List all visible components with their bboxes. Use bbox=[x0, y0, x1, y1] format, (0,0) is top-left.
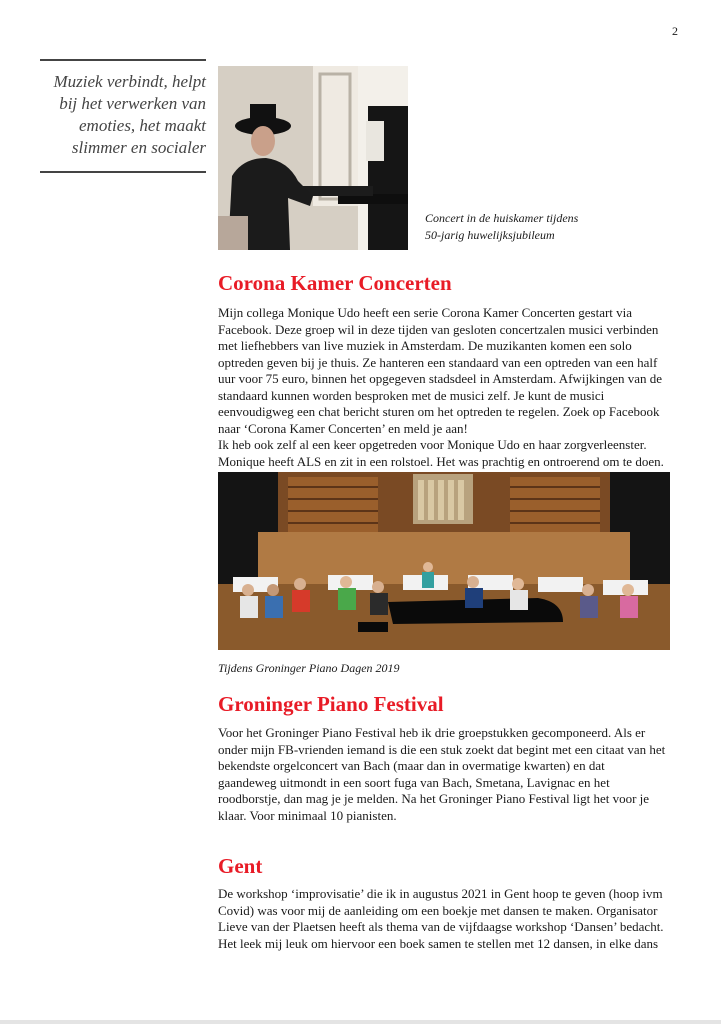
text-line: met liefhebbers van live muziek in Amsterdam. De muzikanten komen een solo bbox=[218, 338, 632, 353]
pianist-photo bbox=[218, 66, 408, 250]
text-line: Lieve van der Plaetsen heeft als thema van de vijfdaagse workshop ‘Dansen’ bedacht. bbox=[218, 919, 664, 934]
text-line: Monique heeft ALS en zit in een rolstoel. Het was prachtig en ontroerend om te doen. bbox=[218, 453, 664, 469]
text-line: eenvoudigweg een chat bericht sturen om het optreden te regelen. Zoek op Facebook bbox=[218, 404, 660, 419]
text-line: gaandeweg uitmondt in een soort fuga van Bach, Smetana, Lavignac en het bbox=[218, 774, 610, 790]
pull-quote-line: emoties, het maakt bbox=[79, 116, 206, 135]
text-line: bekendste orgelconcert van Bach (maar dan in overmatige kwarten) en dat bbox=[218, 758, 605, 773]
pull-quote bbox=[40, 59, 206, 173]
section-heading-gent: Gent bbox=[218, 854, 263, 878]
text-line: Facebook. Deze groep wil in deze tijden van gesloten concertzalen musici verbinden bbox=[218, 321, 659, 337]
section-body-gent bbox=[218, 886, 708, 952]
text-line: roodborstje, dan mag je je melden. Na het Groninger Piano Festival ligt het voor je bbox=[218, 791, 650, 806]
text-line: Ik heb ook zelf al een keer opgetreden voor Monique Udo en haar zorgverleenster. bbox=[218, 437, 647, 452]
pull-quote-line: Muziek verbindt, helpt bbox=[53, 72, 206, 91]
caption-line: 50-jarig huwelijksjubileum bbox=[425, 228, 555, 242]
text-line: standaard kunnen worden besproken met de musici zelf. Je kunt de musici bbox=[218, 387, 605, 403]
text-line: De workshop ‘improvisatie’ die ik in augustus 2021 in Gent hoop te geven (hoop ivm bbox=[218, 886, 663, 901]
concert-hall-illustration bbox=[218, 472, 670, 650]
text-line: Covid) was voor mij de aanleiding om een boekje met dansen te maken. Organisator bbox=[218, 902, 658, 918]
page-bottom-divider bbox=[0, 1020, 721, 1024]
text-line: Het leek mij leuk om hiervoor een boek samen te stellen met 12 dansen, in elke dans bbox=[218, 935, 659, 951]
pull-quote-text bbox=[40, 71, 206, 159]
text-line: onder mijn FB-vrienden iemand is die een stuk zoekt dat begint met een citaat van het bbox=[218, 741, 666, 757]
pull-quote-line: slimmer en socialer bbox=[71, 138, 206, 157]
pull-quote-line: bij het verwerken van bbox=[59, 94, 206, 113]
text-line: Voor het Groninger Piano Festival heb ik drie groepstukken gecomponeerd. Als er bbox=[218, 725, 646, 740]
concert-caption: Tijdens Groninger Piano Dagen 2019 bbox=[218, 661, 400, 675]
text-line: uur voor 75 euro, binnen het opgegeven stadsdeel in Amsterdam. Afwijkingen van de bbox=[218, 371, 663, 386]
caption-line: Concert in de huiskamer tijdens bbox=[425, 211, 579, 225]
text-line: optreden geven bij je thuis. Ze hanteren een standaard van een optreden van een half bbox=[218, 354, 658, 370]
concert-hall-photo bbox=[218, 472, 670, 650]
text-line: Mijn collega Monique Udo heeft een serie Corona Kamer Concerten gestart via bbox=[218, 305, 633, 320]
pianist-photo-illustration bbox=[218, 66, 408, 250]
text-line: klaar. Voor minimaal 10 pianisten. bbox=[218, 807, 397, 823]
section-body-corona bbox=[218, 305, 708, 470]
section-body-groninger bbox=[218, 725, 708, 824]
section-heading-groninger: Groninger Piano Festival bbox=[218, 692, 444, 716]
section-heading-corona: Corona Kamer Concerten bbox=[218, 271, 452, 295]
text-line: naar ‘Corona Kamer Concerten’ en meld je aan! bbox=[218, 420, 468, 436]
page-number: 2 bbox=[672, 24, 678, 38]
photo-caption bbox=[425, 210, 578, 244]
